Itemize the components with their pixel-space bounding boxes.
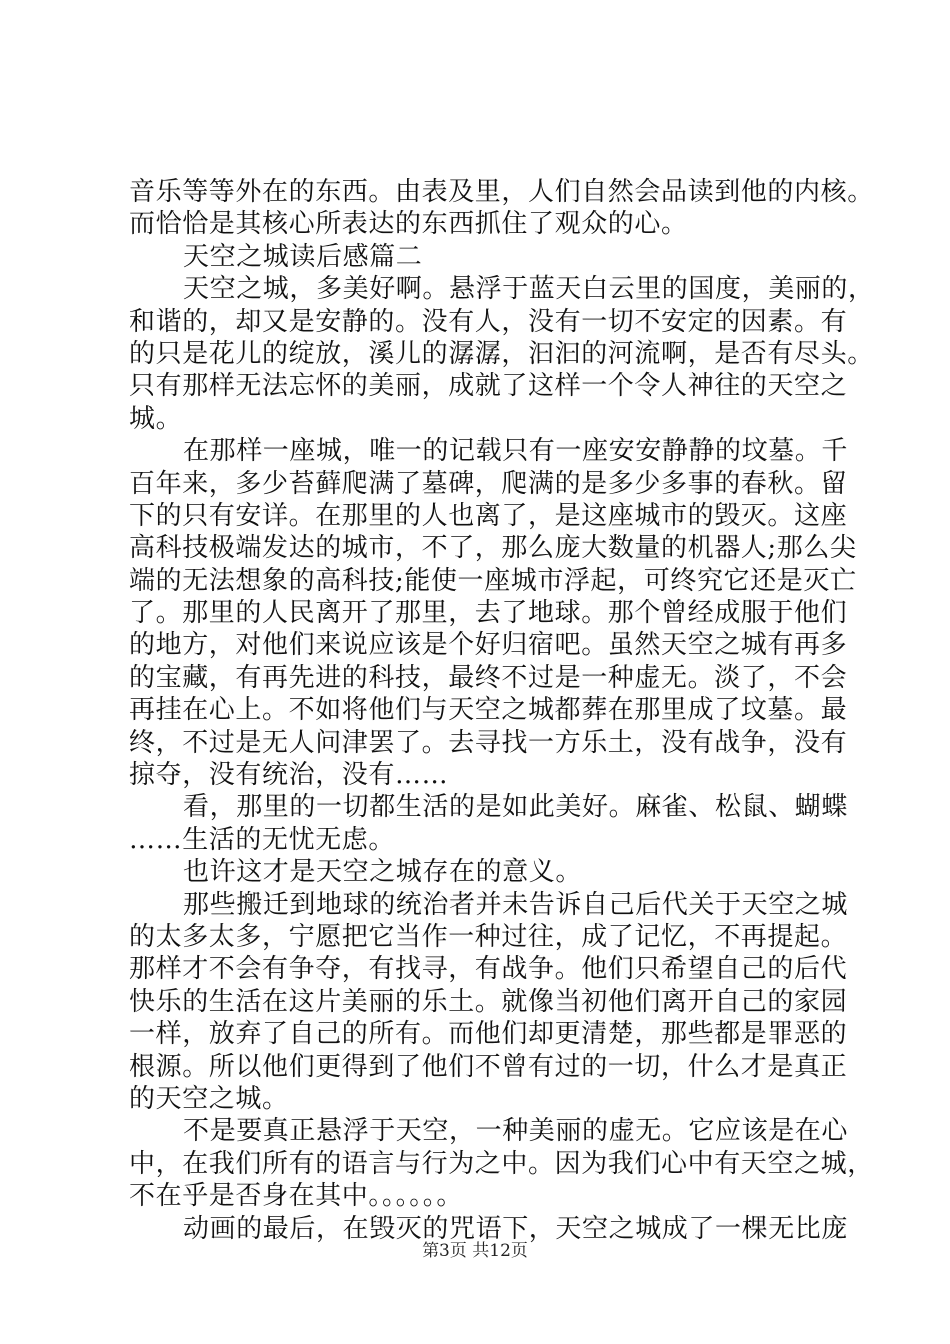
text-line: 看，那里的一切都生活的是如此美好。麻雀、松鼠、蝴蝶 xyxy=(183,792,849,823)
text-line: 在那样一座城，唯一的记载只有一座安安静静的坟墓。千 xyxy=(183,436,849,467)
text-line: 终，不过是无人问津罢了。去寻找一方乐土，没有战争，没有 xyxy=(129,727,848,758)
text-line: 不是要真正悬浮于天空，一种美丽的虚无。它应该是在心 xyxy=(183,1116,849,1147)
text-line: 端的无法想象的高科技;能使一座城市浮起，可终究它还是灭亡 xyxy=(129,565,857,596)
text-line: 那些搬迁到地球的统治者并未告诉自己后代关于天空之城 xyxy=(183,889,849,920)
text-line: 中，在我们所有的语言与行为之中。因为我们心中有天空之城， xyxy=(129,1148,874,1179)
text-line: 只有那样无法忘怀的美丽，成就了这样一个令人神往的天空之 xyxy=(129,371,848,402)
text-line: 掠夺，没有统治，没有…… xyxy=(129,760,449,791)
text-line: 天空之城，多美好啊。悬浮于蓝天白云里的国度，美丽的， xyxy=(183,274,875,305)
page-number-label: 第3页 共12页 xyxy=(422,1241,528,1261)
document-body xyxy=(129,176,875,1245)
text-line: 下的只有安详。在那里的人也离了，是这座城市的毁灭。这座 xyxy=(129,500,848,531)
text-line: 高科技极端发达的城市，不了，那么庞大数量的机器人;那么尖 xyxy=(129,533,857,564)
text-line: ……生活的无忧无虑。 xyxy=(129,824,396,855)
text-line: 再挂在心上。不如将他们与天空之城都葬在那里成了坟墓。最 xyxy=(129,695,848,726)
text-line: 一样，放弃了自己的所有。而他们却更清楚，那些都是罪恶的 xyxy=(129,1019,848,1050)
page-footer xyxy=(0,1240,950,1262)
text-line: 不在乎是否身在其中。。。。。。 xyxy=(129,1181,464,1212)
text-line: 天空之城读后感篇二 xyxy=(183,241,423,272)
text-line: 快乐的生活在这片美丽的乐土。就像当初他们离开自己的家园 xyxy=(129,986,848,1017)
text-line: 的地方，对他们来说应该是个好归宿吧。虽然天空之城有再多 xyxy=(129,630,848,661)
text-line: 的只是花儿的绽放，溪儿的潺潺，汩汩的河流啊，是否有尽头。 xyxy=(129,338,874,369)
text-line: 的太多太多，宁愿把它当作一种过往，成了记忆，不再提起。 xyxy=(129,921,848,952)
text-line: 和谐的，却又是安静的。没有人，没有一切不安定的因素。有 xyxy=(129,306,848,337)
text-line: 了。那里的人民离开了那里，去了地球。那个曾经成服于他们 xyxy=(129,598,848,629)
text-line: 那样才不会有争夺，有找寻，有战争。他们只希望自己的后代 xyxy=(129,954,848,985)
text-line: 也许这才是天空之城存在的意义。 xyxy=(183,857,583,888)
text-line: 根源。所以他们更得到了他们不曾有过的一切，什么才是真正 xyxy=(129,1051,848,1082)
text-line: 音乐等等外在的东西。由表及里，人们自然会品读到他的内核。 xyxy=(129,177,874,207)
text-line: 动画的最后，在毁灭的咒语下，天空之城成了一棵无比庞 xyxy=(183,1213,849,1244)
text-line: 百年来，多少苔藓爬满了墓碑，爬满的是多少多事的春秋。留 xyxy=(129,468,848,499)
text-line: 的宝藏，有再先进的科技，最终不过是一种虚无。淡了，不会 xyxy=(129,662,848,693)
text-line: 而恰恰是其核心所表达的东西抓住了观众的心。 xyxy=(129,209,688,240)
text-line: 的天空之城。 xyxy=(129,1083,289,1114)
text-line: 城。 xyxy=(129,403,183,434)
